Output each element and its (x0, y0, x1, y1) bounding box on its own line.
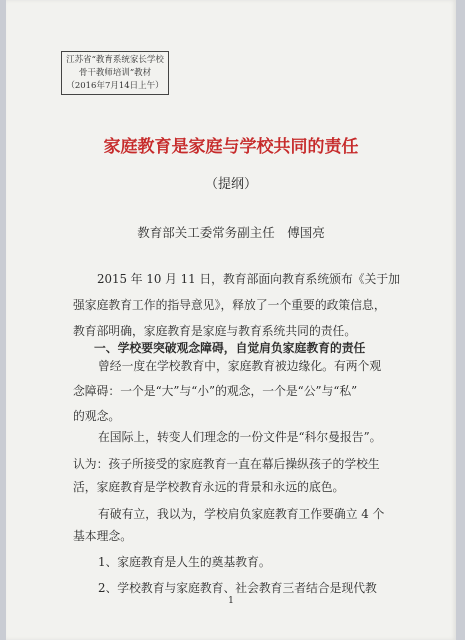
paragraph-line: 认为：孩子所接受的家庭教育一直在幕后操纵孩子的学校生 (73, 457, 380, 471)
paragraph-line: 曾经一度在学校教育中，家庭教育被边缘化。有两个观 (98, 359, 382, 373)
list-item: 1、家庭教育是人生的奠基教育。 (98, 555, 271, 569)
document-title: 家庭教育是家庭与学校共同的责任 (103, 137, 359, 157)
stamp-line-3: （2016年7月14日上午） (66, 81, 164, 91)
paragraph-line: 教育部明确，家庭教育是家庭与教育系统共同的责任。 (73, 324, 357, 338)
paragraph-line: 2015 年 10 月 11 日，教育部面向教育系统颁布《关于加 (97, 272, 400, 286)
paragraph-line: 在国际上，转变人们理念的一份文件是“科尔曼报告”。 (98, 430, 382, 444)
paragraph-line: 有破有立，我以为，学校肩负家庭教育工作要确立 4 个 (98, 507, 385, 521)
list-item: 2、学校教育与家庭教育、社会教育三者结合是现代教 (98, 581, 377, 595)
document-subtitle: （提纲） (204, 177, 257, 192)
paragraph-line: 强家庭教育工作的指导意见》，释放了一个重要的政策信息， (73, 298, 386, 312)
paragraph-line: 念障碍：一个是“大”与“小”的观念，一个是“公”与“私” (73, 384, 358, 398)
section-heading: 一、学校要突破观念障碍，自觉肩负家庭教育的责任 (94, 341, 366, 355)
stamp-line-2: 骨干教师培训”教材 (78, 68, 152, 78)
stamp-line-1: 江苏省“教育系统家长学校 (66, 55, 164, 65)
paragraph-line: 活，家庭教育是学校教育永远的背景和永远的底色。 (73, 480, 345, 494)
stamp-box (61, 51, 169, 95)
paragraph-line: 基本理念。 (73, 529, 132, 543)
document-author: 教育部关工委常务副主任 傅国亮 (137, 225, 325, 240)
document-page (6, 0, 456, 640)
paragraph-line: 的观念。 (73, 409, 121, 423)
page-number: 1 (228, 596, 234, 606)
